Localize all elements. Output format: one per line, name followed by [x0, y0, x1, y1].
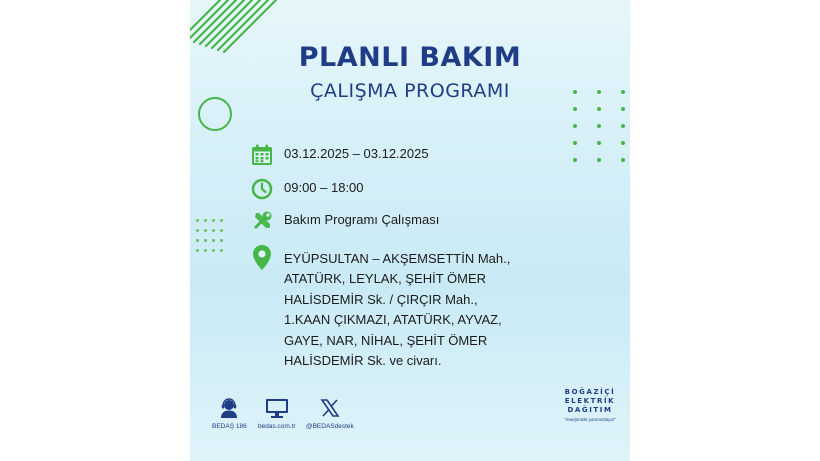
location-line: EYÜPSULTAN – AKŞEMSETTİN Mah.,	[284, 251, 511, 266]
location-line: HALİSDEMİR Sk. ve civarı.	[284, 353, 442, 369]
headset-icon	[218, 396, 240, 420]
monitor-icon	[265, 396, 289, 420]
footer-phone-label: BEDAŞ 186	[212, 423, 247, 430]
date-row	[250, 143, 429, 167]
time-row	[250, 177, 364, 201]
work-type: Bakım Programı Çalışması	[284, 212, 440, 227]
decorative-dots-left	[196, 219, 223, 252]
clock-icon	[250, 177, 274, 201]
logo-line-1: BOĞAZİÇİ	[564, 388, 616, 396]
company-logo	[558, 388, 622, 422]
logo-line-2: ELEKTRİK	[564, 397, 616, 405]
page-title: PLANLI BAKIM	[298, 42, 522, 73]
work-type-row	[250, 209, 439, 233]
location-line: ATATÜRK, LEYLAK, ŞEHİT ÖMER	[284, 271, 487, 287]
location-line: 1.KAAN ÇIKMAZI, ATATÜRK, AYVAZ,	[284, 312, 502, 328]
footer-phone[interactable]	[212, 396, 247, 430]
location-row	[250, 243, 510, 371]
location-address	[284, 249, 510, 371]
announcement-card	[190, 0, 630, 461]
date-range: 03.12.2025 – 03.12.2025	[284, 146, 429, 161]
tools-icon	[250, 209, 274, 233]
footer-x-label: @BEDASdestek	[306, 423, 354, 430]
x-logo-icon	[320, 396, 340, 420]
logo-line-3: DAĞITIM	[567, 406, 613, 414]
footer-website-label: bedas.com.tr	[258, 423, 296, 430]
map-pin-icon	[250, 243, 274, 271]
calendar-icon	[250, 143, 274, 167]
logo-tagline: "enerjimizle yanınızdayız"	[564, 417, 616, 422]
page-subtitle: ÇALIŞMA PROGRAMI	[310, 80, 510, 102]
location-line: GAYE, NAR, NİHAL, ŞEHİT ÖMER	[284, 332, 488, 348]
location-line: HALİSDEMİR Sk. / ÇIRÇIR Mah.,	[284, 291, 478, 307]
footer-x-account[interactable]	[306, 396, 354, 430]
time-range: 09:00 – 18:00	[284, 180, 364, 195]
footer-website[interactable]	[258, 396, 296, 430]
decorative-circle	[198, 97, 232, 131]
